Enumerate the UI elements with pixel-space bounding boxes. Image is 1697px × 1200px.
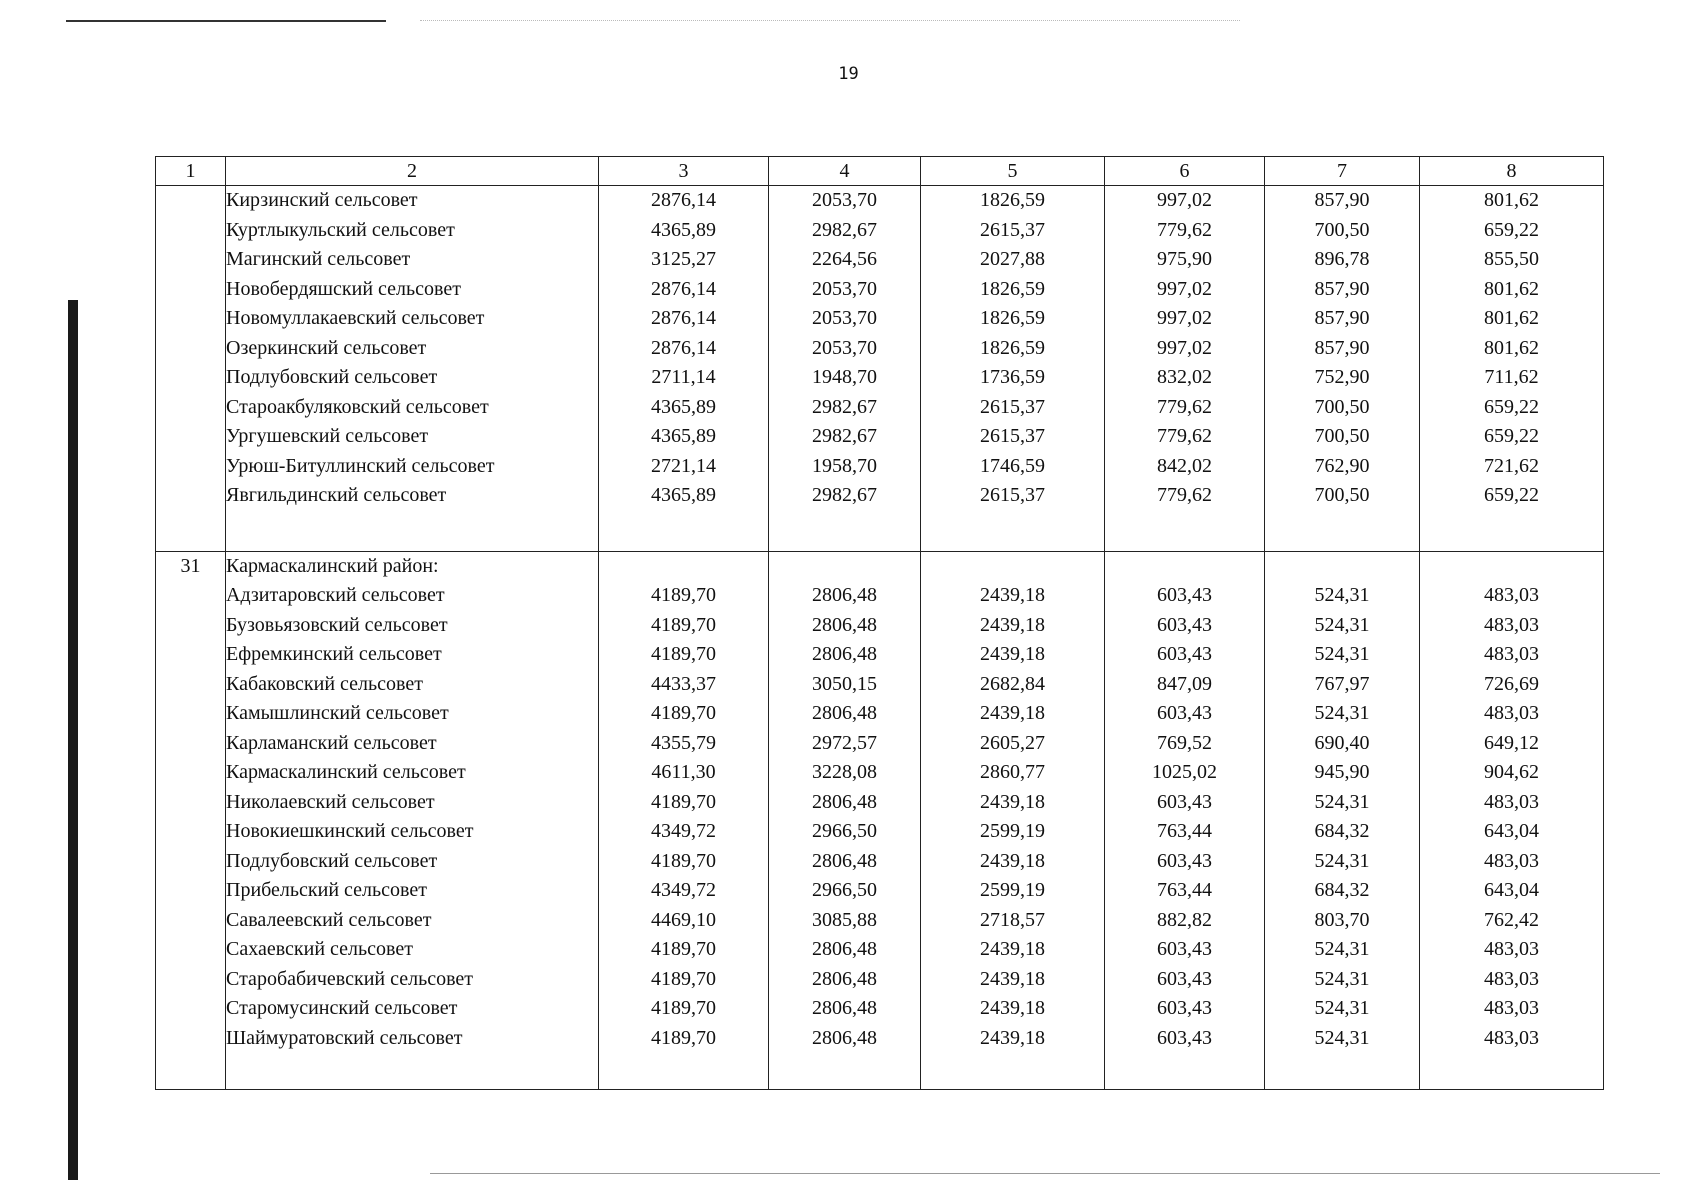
value-cell: 684,32 bbox=[1265, 876, 1420, 906]
value-cell: 2806,48 bbox=[769, 994, 921, 1024]
value-cell: 1826,59 bbox=[921, 186, 1105, 216]
council-name: Сахаевский сельсовет bbox=[226, 935, 599, 965]
value-cell bbox=[1420, 551, 1604, 581]
table-row bbox=[156, 275, 1604, 305]
value-cell: 659,22 bbox=[1420, 393, 1604, 423]
value-cell: 2718,57 bbox=[921, 906, 1105, 936]
value-cell: 659,22 bbox=[1420, 422, 1604, 452]
value-cell: 801,62 bbox=[1420, 334, 1604, 364]
value-cell: 524,31 bbox=[1265, 1024, 1420, 1054]
council-name: Староакбуляковский сельсовет bbox=[226, 393, 599, 423]
value-cell: 767,97 bbox=[1265, 670, 1420, 700]
section-spacer bbox=[156, 1053, 1604, 1090]
value-cell: 2053,70 bbox=[769, 334, 921, 364]
value-cell: 2806,48 bbox=[769, 699, 921, 729]
value-cell: 997,02 bbox=[1105, 304, 1265, 334]
value-cell: 659,22 bbox=[1420, 481, 1604, 511]
value-cell: 603,43 bbox=[1105, 581, 1265, 611]
header-row bbox=[156, 157, 1604, 186]
table-row bbox=[156, 186, 1604, 216]
value-cell: 882,82 bbox=[1105, 906, 1265, 936]
empty-cell bbox=[599, 1053, 769, 1090]
table-row bbox=[156, 304, 1604, 334]
value-cell: 2966,50 bbox=[769, 817, 921, 847]
council-name: Озеркинский сельсовет bbox=[226, 334, 599, 364]
value-cell: 2053,70 bbox=[769, 275, 921, 305]
empty-cell bbox=[1265, 1053, 1420, 1090]
value-cell: 1736,59 bbox=[921, 363, 1105, 393]
row-number-cell bbox=[156, 758, 226, 788]
council-name: Камышлинский сельсовет bbox=[226, 699, 599, 729]
column-header: 6 bbox=[1105, 157, 1265, 186]
row-number-cell bbox=[156, 788, 226, 818]
empty-cell bbox=[921, 511, 1105, 552]
value-cell: 4611,30 bbox=[599, 758, 769, 788]
value-cell: 603,43 bbox=[1105, 640, 1265, 670]
value-cell: 779,62 bbox=[1105, 422, 1265, 452]
value-cell: 857,90 bbox=[1265, 275, 1420, 305]
table-row bbox=[156, 245, 1604, 275]
row-number-cell bbox=[156, 1024, 226, 1054]
value-cell: 483,03 bbox=[1420, 581, 1604, 611]
table-row bbox=[156, 699, 1604, 729]
council-name: Подлубовский сельсовет bbox=[226, 847, 599, 877]
council-name: Куртлыкульский сельсовет bbox=[226, 216, 599, 246]
value-cell: 524,31 bbox=[1265, 640, 1420, 670]
value-cell: 483,03 bbox=[1420, 965, 1604, 995]
value-cell: 603,43 bbox=[1105, 699, 1265, 729]
value-cell: 603,43 bbox=[1105, 1024, 1265, 1054]
value-cell: 524,31 bbox=[1265, 788, 1420, 818]
value-cell: 857,90 bbox=[1265, 186, 1420, 216]
value-cell: 2876,14 bbox=[599, 275, 769, 305]
value-cell: 763,44 bbox=[1105, 817, 1265, 847]
value-cell: 2053,70 bbox=[769, 304, 921, 334]
value-cell: 2605,27 bbox=[921, 729, 1105, 759]
value-cell: 4189,70 bbox=[599, 581, 769, 611]
value-cell: 2439,18 bbox=[921, 994, 1105, 1024]
value-cell: 483,03 bbox=[1420, 640, 1604, 670]
value-cell: 2806,48 bbox=[769, 965, 921, 995]
council-name: Явгильдинский сельсовет bbox=[226, 481, 599, 511]
table-row bbox=[156, 876, 1604, 906]
value-cell bbox=[921, 551, 1105, 581]
value-cell: 711,62 bbox=[1420, 363, 1604, 393]
row-number-cell bbox=[156, 363, 226, 393]
council-name: Кирзинский сельсовет bbox=[226, 186, 599, 216]
value-cell: 896,78 bbox=[1265, 245, 1420, 275]
empty-cell bbox=[921, 1053, 1105, 1090]
value-cell: 832,02 bbox=[1105, 363, 1265, 393]
value-cell: 2027,88 bbox=[921, 245, 1105, 275]
value-cell: 2982,67 bbox=[769, 481, 921, 511]
empty-cell bbox=[156, 511, 226, 552]
empty-cell bbox=[1420, 1053, 1604, 1090]
table-row bbox=[156, 581, 1604, 611]
row-number-cell bbox=[156, 817, 226, 847]
value-cell: 2439,18 bbox=[921, 935, 1105, 965]
empty-cell bbox=[1105, 511, 1265, 552]
value-cell: 779,62 bbox=[1105, 481, 1265, 511]
table-row bbox=[156, 481, 1604, 511]
value-cell: 4189,70 bbox=[599, 847, 769, 877]
value-cell: 904,62 bbox=[1420, 758, 1604, 788]
value-cell: 603,43 bbox=[1105, 994, 1265, 1024]
value-cell: 4189,70 bbox=[599, 1024, 769, 1054]
council-name: Старобабичевский сельсовет bbox=[226, 965, 599, 995]
value-cell: 803,70 bbox=[1265, 906, 1420, 936]
value-cell: 801,62 bbox=[1420, 186, 1604, 216]
top-rule bbox=[66, 20, 386, 22]
table-row bbox=[156, 994, 1604, 1024]
table-row bbox=[156, 758, 1604, 788]
row-number-cell bbox=[156, 670, 226, 700]
council-name: Ефремкинский сельсовет bbox=[226, 640, 599, 670]
district-number-label: 31 bbox=[180, 554, 201, 577]
value-cell: 659,22 bbox=[1420, 216, 1604, 246]
empty-cell bbox=[599, 511, 769, 552]
value-cell: 2876,14 bbox=[599, 334, 769, 364]
row-number-cell bbox=[156, 452, 226, 482]
value-cell: 524,31 bbox=[1265, 699, 1420, 729]
table-row bbox=[156, 334, 1604, 364]
column-header: 8 bbox=[1420, 157, 1604, 186]
value-cell: 2806,48 bbox=[769, 611, 921, 641]
value-cell: 2439,18 bbox=[921, 581, 1105, 611]
value-cell: 483,03 bbox=[1420, 994, 1604, 1024]
table-row bbox=[156, 422, 1604, 452]
row-number-cell bbox=[156, 965, 226, 995]
district-number bbox=[156, 551, 226, 581]
value-cell: 1958,70 bbox=[769, 452, 921, 482]
value-cell: 2599,19 bbox=[921, 817, 1105, 847]
table-row bbox=[156, 729, 1604, 759]
section-1 bbox=[156, 186, 1604, 552]
row-number-cell bbox=[156, 729, 226, 759]
value-cell: 483,03 bbox=[1420, 788, 1604, 818]
value-cell: 2982,67 bbox=[769, 422, 921, 452]
value-cell bbox=[599, 551, 769, 581]
value-cell: 3125,27 bbox=[599, 245, 769, 275]
value-cell: 524,31 bbox=[1265, 994, 1420, 1024]
value-cell: 997,02 bbox=[1105, 186, 1265, 216]
row-number-cell bbox=[156, 581, 226, 611]
value-cell: 2876,14 bbox=[599, 186, 769, 216]
value-cell: 4349,72 bbox=[599, 876, 769, 906]
value-cell: 700,50 bbox=[1265, 422, 1420, 452]
value-cell: 4365,89 bbox=[599, 422, 769, 452]
value-cell: 726,69 bbox=[1420, 670, 1604, 700]
value-cell: 4355,79 bbox=[599, 729, 769, 759]
value-cell: 643,04 bbox=[1420, 876, 1604, 906]
council-name: Карламанский сельсовет bbox=[226, 729, 599, 759]
value-cell: 842,02 bbox=[1105, 452, 1265, 482]
value-cell: 4189,70 bbox=[599, 699, 769, 729]
council-name: Новобердяшский сельсовет bbox=[226, 275, 599, 305]
value-cell: 2806,48 bbox=[769, 1024, 921, 1054]
table-row bbox=[156, 1024, 1604, 1054]
district-title-row bbox=[156, 551, 1604, 581]
value-cell: 2806,48 bbox=[769, 581, 921, 611]
value-cell: 763,44 bbox=[1105, 876, 1265, 906]
value-cell: 4189,70 bbox=[599, 611, 769, 641]
top-rule-faint bbox=[420, 20, 1240, 22]
value-cell: 4189,70 bbox=[599, 965, 769, 995]
value-cell: 801,62 bbox=[1420, 304, 1604, 334]
value-cell: 769,52 bbox=[1105, 729, 1265, 759]
value-cell: 2682,84 bbox=[921, 670, 1105, 700]
empty-cell bbox=[1105, 1053, 1265, 1090]
value-cell: 2439,18 bbox=[921, 965, 1105, 995]
council-name: Прибельский сельсовет bbox=[226, 876, 599, 906]
table-row bbox=[156, 393, 1604, 423]
row-number-cell bbox=[156, 422, 226, 452]
council-name: Старомусинский сельсовет bbox=[226, 994, 599, 1024]
council-name: Подлубовский сельсовет bbox=[226, 363, 599, 393]
empty-cell bbox=[226, 511, 599, 552]
value-cell: 2982,67 bbox=[769, 393, 921, 423]
table-row bbox=[156, 670, 1604, 700]
value-cell: 975,90 bbox=[1105, 245, 1265, 275]
value-cell: 483,03 bbox=[1420, 935, 1604, 965]
value-cell: 997,02 bbox=[1105, 334, 1265, 364]
value-cell: 1826,59 bbox=[921, 275, 1105, 305]
table-row bbox=[156, 452, 1604, 482]
value-cell: 690,40 bbox=[1265, 729, 1420, 759]
value-cell: 700,50 bbox=[1265, 481, 1420, 511]
value-cell: 700,50 bbox=[1265, 393, 1420, 423]
value-cell: 857,90 bbox=[1265, 334, 1420, 364]
value-cell: 2053,70 bbox=[769, 186, 921, 216]
table-row bbox=[156, 817, 1604, 847]
table-row bbox=[156, 363, 1604, 393]
value-cell: 2806,48 bbox=[769, 788, 921, 818]
value-cell: 4365,89 bbox=[599, 216, 769, 246]
value-cell bbox=[769, 551, 921, 581]
table-row bbox=[156, 906, 1604, 936]
value-cell: 2615,37 bbox=[921, 216, 1105, 246]
value-cell: 1746,59 bbox=[921, 452, 1105, 482]
value-cell: 483,03 bbox=[1420, 1024, 1604, 1054]
council-name: Магинский сельсовет bbox=[226, 245, 599, 275]
value-cell: 2806,48 bbox=[769, 935, 921, 965]
scan-edge-bar bbox=[68, 300, 78, 1180]
data-table bbox=[155, 156, 1604, 1090]
council-name: Бузовьязовский сельсовет bbox=[226, 611, 599, 641]
value-cell: 4349,72 bbox=[599, 817, 769, 847]
value-cell: 1948,70 bbox=[769, 363, 921, 393]
council-name: Кармаскалинский сельсовет bbox=[226, 758, 599, 788]
value-cell: 779,62 bbox=[1105, 393, 1265, 423]
value-cell: 2806,48 bbox=[769, 640, 921, 670]
value-cell: 2972,57 bbox=[769, 729, 921, 759]
row-number-cell bbox=[156, 935, 226, 965]
value-cell: 4433,37 bbox=[599, 670, 769, 700]
table-row bbox=[156, 935, 1604, 965]
table-row bbox=[156, 965, 1604, 995]
row-number-cell bbox=[156, 275, 226, 305]
empty-cell bbox=[769, 1053, 921, 1090]
council-name: Новомуллакаевский сельсовет bbox=[226, 304, 599, 334]
value-cell: 524,31 bbox=[1265, 611, 1420, 641]
value-cell: 524,31 bbox=[1265, 847, 1420, 877]
row-number-cell bbox=[156, 334, 226, 364]
council-name: Ургушевский сельсовет bbox=[226, 422, 599, 452]
value-cell: 1826,59 bbox=[921, 304, 1105, 334]
value-cell: 700,50 bbox=[1265, 216, 1420, 246]
value-cell: 2264,56 bbox=[769, 245, 921, 275]
value-cell: 643,04 bbox=[1420, 817, 1604, 847]
row-number-cell bbox=[156, 245, 226, 275]
value-cell: 801,62 bbox=[1420, 275, 1604, 305]
value-cell: 1025,02 bbox=[1105, 758, 1265, 788]
value-cell: 2615,37 bbox=[921, 393, 1105, 423]
value-cell: 4365,89 bbox=[599, 393, 769, 423]
value-cell: 2599,19 bbox=[921, 876, 1105, 906]
value-cell bbox=[1105, 551, 1265, 581]
value-cell: 2439,18 bbox=[921, 640, 1105, 670]
row-number-cell bbox=[156, 216, 226, 246]
value-cell: 857,90 bbox=[1265, 304, 1420, 334]
empty-cell bbox=[226, 1053, 599, 1090]
district-title: Кармаскалинский район: bbox=[226, 551, 599, 581]
value-cell: 2439,18 bbox=[921, 788, 1105, 818]
value-cell: 2439,18 bbox=[921, 847, 1105, 877]
value-cell: 603,43 bbox=[1105, 788, 1265, 818]
value-cell: 603,43 bbox=[1105, 611, 1265, 641]
row-number-cell bbox=[156, 304, 226, 334]
council-name: Адзитаровский сельсовет bbox=[226, 581, 599, 611]
value-cell: 4189,70 bbox=[599, 994, 769, 1024]
row-number-cell bbox=[156, 393, 226, 423]
column-header: 3 bbox=[599, 157, 769, 186]
table-row bbox=[156, 847, 1604, 877]
value-cell: 603,43 bbox=[1105, 965, 1265, 995]
council-name: Савалеевский сельсовет bbox=[226, 906, 599, 936]
council-name: Шаймуратовский сельсовет bbox=[226, 1024, 599, 1054]
value-cell: 4365,89 bbox=[599, 481, 769, 511]
value-cell: 855,50 bbox=[1420, 245, 1604, 275]
value-cell: 3228,08 bbox=[769, 758, 921, 788]
table-row bbox=[156, 788, 1604, 818]
value-cell: 779,62 bbox=[1105, 216, 1265, 246]
value-cell: 603,43 bbox=[1105, 847, 1265, 877]
council-name: Кабаковский сельсовет bbox=[226, 670, 599, 700]
empty-cell bbox=[769, 511, 921, 552]
value-cell: 2615,37 bbox=[921, 481, 1105, 511]
value-cell: 3050,15 bbox=[769, 670, 921, 700]
bottom-rule bbox=[430, 1173, 1660, 1174]
value-cell bbox=[1265, 551, 1420, 581]
value-cell: 2439,18 bbox=[921, 1024, 1105, 1054]
value-cell: 4189,70 bbox=[599, 788, 769, 818]
value-cell: 483,03 bbox=[1420, 847, 1604, 877]
value-cell: 603,43 bbox=[1105, 935, 1265, 965]
column-header: 2 bbox=[226, 157, 599, 186]
council-name: Новокиешкинский сельсовет bbox=[226, 817, 599, 847]
row-number-cell bbox=[156, 876, 226, 906]
value-cell: 2721,14 bbox=[599, 452, 769, 482]
value-cell: 2982,67 bbox=[769, 216, 921, 246]
value-cell: 4469,10 bbox=[599, 906, 769, 936]
section-31 bbox=[156, 551, 1604, 1090]
page-number: 19 bbox=[838, 64, 859, 84]
value-cell: 4189,70 bbox=[599, 935, 769, 965]
value-cell: 2711,14 bbox=[599, 363, 769, 393]
section-spacer bbox=[156, 511, 1604, 552]
row-number-cell bbox=[156, 906, 226, 936]
value-cell: 2860,77 bbox=[921, 758, 1105, 788]
row-number-cell bbox=[156, 994, 226, 1024]
value-cell: 2876,14 bbox=[599, 304, 769, 334]
council-name: Урюш-Битуллинский сельсовет bbox=[226, 452, 599, 482]
row-number-cell bbox=[156, 481, 226, 511]
value-cell: 2806,48 bbox=[769, 847, 921, 877]
row-number-cell bbox=[156, 186, 226, 216]
row-number-cell bbox=[156, 699, 226, 729]
value-cell: 649,12 bbox=[1420, 729, 1604, 759]
value-cell: 2439,18 bbox=[921, 699, 1105, 729]
table-row bbox=[156, 640, 1604, 670]
value-cell: 997,02 bbox=[1105, 275, 1265, 305]
value-cell: 483,03 bbox=[1420, 699, 1604, 729]
column-header: 7 bbox=[1265, 157, 1420, 186]
value-cell: 3085,88 bbox=[769, 906, 921, 936]
value-cell: 483,03 bbox=[1420, 611, 1604, 641]
value-cell: 721,62 bbox=[1420, 452, 1604, 482]
value-cell: 524,31 bbox=[1265, 965, 1420, 995]
value-cell: 684,32 bbox=[1265, 817, 1420, 847]
value-cell: 762,42 bbox=[1420, 906, 1604, 936]
row-number-cell bbox=[156, 640, 226, 670]
value-cell: 762,90 bbox=[1265, 452, 1420, 482]
value-cell: 1826,59 bbox=[921, 334, 1105, 364]
value-cell: 524,31 bbox=[1265, 935, 1420, 965]
value-cell: 524,31 bbox=[1265, 581, 1420, 611]
column-header: 5 bbox=[921, 157, 1105, 186]
value-cell: 847,09 bbox=[1105, 670, 1265, 700]
row-number-cell bbox=[156, 611, 226, 641]
council-name: Николаевский сельсовет bbox=[226, 788, 599, 818]
empty-cell bbox=[156, 1053, 226, 1090]
value-cell: 4189,70 bbox=[599, 640, 769, 670]
value-cell: 2615,37 bbox=[921, 422, 1105, 452]
value-cell: 2966,50 bbox=[769, 876, 921, 906]
table-row bbox=[156, 611, 1604, 641]
column-header: 1 bbox=[156, 157, 226, 186]
table-row bbox=[156, 216, 1604, 246]
value-cell: 752,90 bbox=[1265, 363, 1420, 393]
value-cell: 2439,18 bbox=[921, 611, 1105, 641]
row-number-cell bbox=[156, 847, 226, 877]
empty-cell bbox=[1265, 511, 1420, 552]
empty-cell bbox=[1420, 511, 1604, 552]
column-header: 4 bbox=[769, 157, 921, 186]
value-cell: 945,90 bbox=[1265, 758, 1420, 788]
